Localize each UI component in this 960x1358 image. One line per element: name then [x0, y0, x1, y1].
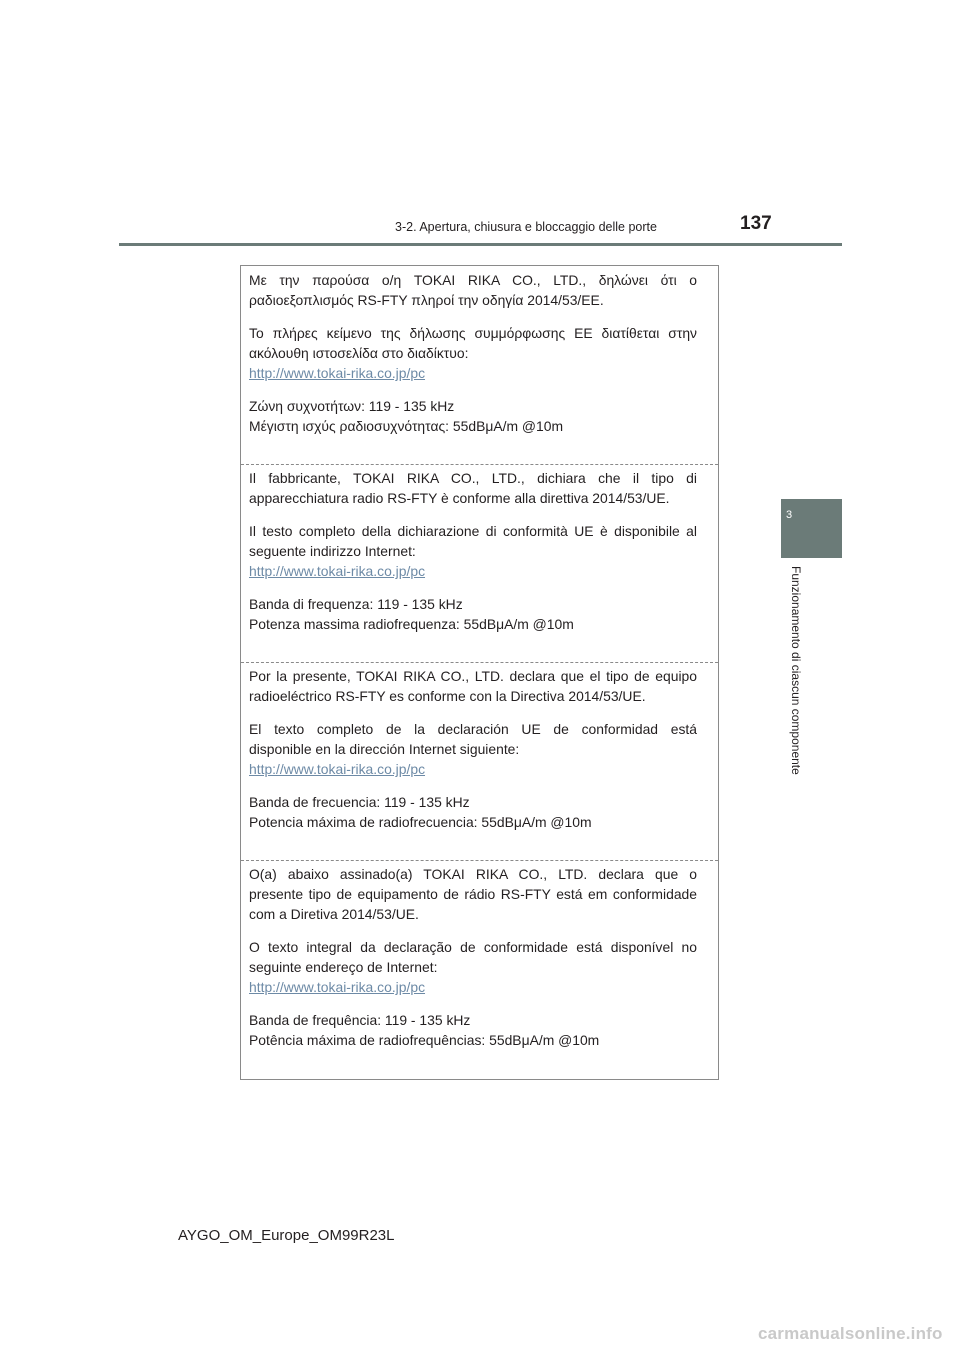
- frequency-band: Ζώνη συχνοτήτων: 119 - 135 kHz: [249, 398, 455, 414]
- document-id: AYGO_OM_Europe_OM99R23L: [178, 1227, 395, 1244]
- max-power: Potencia máxima de radiofrecuencia: 55dBμA/m @10m: [249, 814, 592, 830]
- chapter-tab: [781, 499, 842, 558]
- availability-line: Il testo completo della dichiarazione di conformità UE è disponibile al: [249, 523, 697, 539]
- max-power: Potência máxima de radiofrequências: 55dBμA/m @10m: [249, 1032, 600, 1048]
- header-title: 3-2. Apertura, chiusura e bloccaggio delle porte: [395, 220, 657, 234]
- section-divider: [241, 464, 718, 465]
- statement-line: Por la presente, TOKAI RIKA CO., LTD. declara que el tipo de equipo: [249, 668, 697, 684]
- availability-line: El texto completo de la declaración UE de conformidad está: [249, 721, 697, 737]
- statement-line: Il fabbricante, TOKAI RIKA CO., LTD., dichiara che il tipo di: [249, 470, 697, 486]
- availability-line: O texto integral da declaração de conformidade está disponível no: [249, 939, 697, 955]
- chapter-number: 3: [785, 509, 793, 521]
- availability-line: ακόλουθη ιστοσελίδα στο διαδίκτυο:: [249, 345, 469, 361]
- watermark: carmanualsonline.info: [758, 1324, 943, 1343]
- declaration-url-link[interactable]: http://www.tokai-rika.co.jp/pc: [249, 365, 426, 381]
- declaration-section-pt: [249, 864, 697, 1050]
- statement-line: O(a) abaixo assinado(a) TOKAI RIKA CO., LTD. declara que o: [249, 866, 697, 882]
- availability-line: seguente indirizzo Internet:: [249, 543, 416, 559]
- declaration-box: [240, 265, 719, 1080]
- statement-line: radioeléctrico RS-FTY es conforme con la Directiva 2014/53/UE.: [249, 688, 646, 704]
- statement-line: presente tipo de equipamento de rádio RS-FTY está em conformidade: [249, 886, 697, 902]
- declaration-section-es: [249, 666, 697, 832]
- statement-line: com a Diretiva 2014/53/UE.: [249, 906, 419, 922]
- declaration-section-it: [249, 468, 697, 634]
- declaration-url-link[interactable]: http://www.tokai-rika.co.jp/pc: [249, 761, 426, 777]
- availability-line: disponible en la dirección Internet siguiente:: [249, 741, 520, 757]
- declaration-section-el: [249, 270, 697, 436]
- chapter-label: Funzionamento di ciascun componente: [789, 566, 803, 775]
- section-divider: [241, 662, 718, 663]
- max-power: Potenza massima radiofrequenza: 55dBμA/m @10m: [249, 616, 574, 632]
- frequency-band: Banda de frecuencia: 119 - 135 kHz: [249, 794, 470, 810]
- frequency-band: Banda de frequência: 119 - 135 kHz: [249, 1012, 471, 1028]
- frequency-band: Banda di frequenza: 119 - 135 kHz: [249, 596, 463, 612]
- section-divider: [241, 860, 718, 861]
- header-rule: [119, 243, 842, 246]
- statement-line: apparecchiatura radio RS-FTY è conforme alla direttiva 2014/53/UE.: [249, 490, 670, 506]
- max-power: Μέγιστη ισχύς ραδιοσυχνότητας: 55dBμA/m @10m: [249, 418, 564, 434]
- availability-line: seguinte endereço de Internet:: [249, 959, 438, 975]
- page-number: 137: [740, 213, 772, 234]
- declaration-url-link[interactable]: http://www.tokai-rika.co.jp/pc: [249, 563, 426, 579]
- availability-line: Το πλήρες κείμενο της δήλωσης συμμόρφωσης ΕΕ διατίθεται στην: [249, 325, 697, 341]
- statement-line: ραδιοεξοπλισμός RS-FTY πληροί την οδηγία 2014/53/ΕΕ.: [249, 292, 604, 308]
- statement-line: Με την παρούσα ο/η TOKAI RIKA CO., LTD., δηλώνει ότι ο: [249, 272, 697, 288]
- declaration-url-link[interactable]: http://www.tokai-rika.co.jp/pc: [249, 979, 426, 995]
